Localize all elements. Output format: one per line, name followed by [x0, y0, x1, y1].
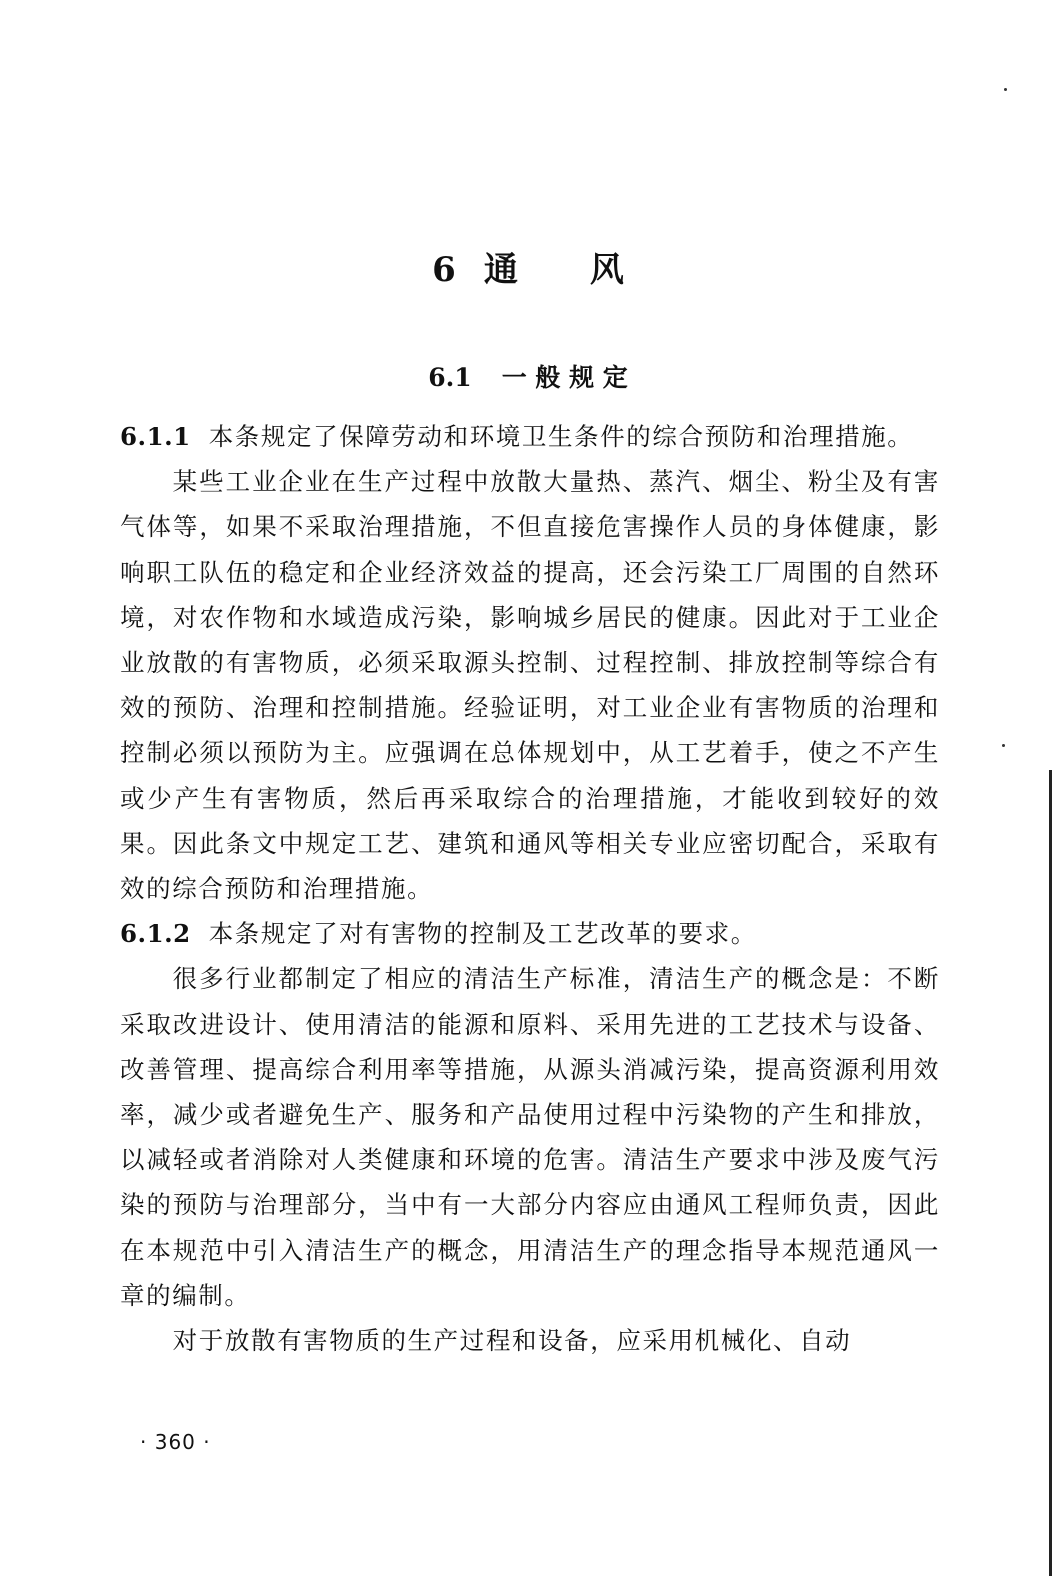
chapter-title-char-1: 通: [483, 250, 518, 290]
clause-heading-text: 本条规定了对有害物的控制及工艺改革的要求。: [208, 919, 757, 949]
section-number: 6.1: [428, 363, 472, 392]
scan-speck: [1004, 88, 1007, 91]
clause-6-1-2-heading: [120, 911, 940, 956]
paragraph: 很多行业都制定了相应的清洁生产标准，清洁生产的概念是：不断采取改进设计、使用清洁的能源和原料、采用先进的工艺技术与设备、改善管理、提高综合利用率等措施，从源头消减污染，提高资源利用效率，减少或者避免生产、服务和产品使用过程中污染物的产生和排放，以减轻或者消除对人类健康和环境的危害。清洁生产要求中涉及废气污染的预防与治理部分，当中有一大部分内容应由通风工程师负责，因此在本规范中引入清洁生产的概念，用清洁生产的理念指导本规范通风一章的编制。: [120, 964, 940, 1310]
clause-6-1-1-heading: [120, 414, 940, 459]
scan-speck: [1002, 744, 1005, 747]
chapter-number: 6: [432, 250, 456, 290]
paragraph: 某些工业企业在生产过程中放散大量热、蒸汽、烟尘、粉尘及有害气体等，如果不采取治理措施，不但直接危害操作人员的身体健康，影响职工队伍的稳定和企业经济效益的提高，还会污染工厂周围的自然环境，对农作物和水域造成污染，影响城乡居民的健康。因此对于工业企业放散的有害物质，必须采取源头控制、过程控制、排放控制等综合有效的预防、治理和控制措施。经验证明，对工业企业有害物质的治理和控制必须以预防为主。应强调在总体规划中，从工艺着手，使之不产生或少产生有害物质，然后再采取综合的治理措施，才能收到较好的效果。因此条文中规定工艺、建筑和通风等相关专业应密切配合，采取有效的综合预防和治理措施。: [120, 467, 940, 904]
paragraph: 对于放散有害物质的生产过程和设备，应采用机械化、自动: [172, 1326, 852, 1356]
clause-number: 6.1.1: [120, 422, 191, 451]
section-title: [0, 358, 1056, 398]
page-number: · 360 ·: [140, 1430, 211, 1454]
chapter-title: [0, 240, 1056, 300]
scan-edge-line: [1049, 770, 1052, 1576]
clause-heading-text: 本条规定了保障劳动和环境卫生条件的综合预防和治理措施。: [208, 422, 914, 451]
body-text: [120, 414, 940, 1363]
section-heading: 一 般 规 定: [501, 363, 628, 392]
chapter-title-char-2: 风: [589, 250, 624, 290]
clause-number: 6.1.2: [120, 919, 191, 949]
